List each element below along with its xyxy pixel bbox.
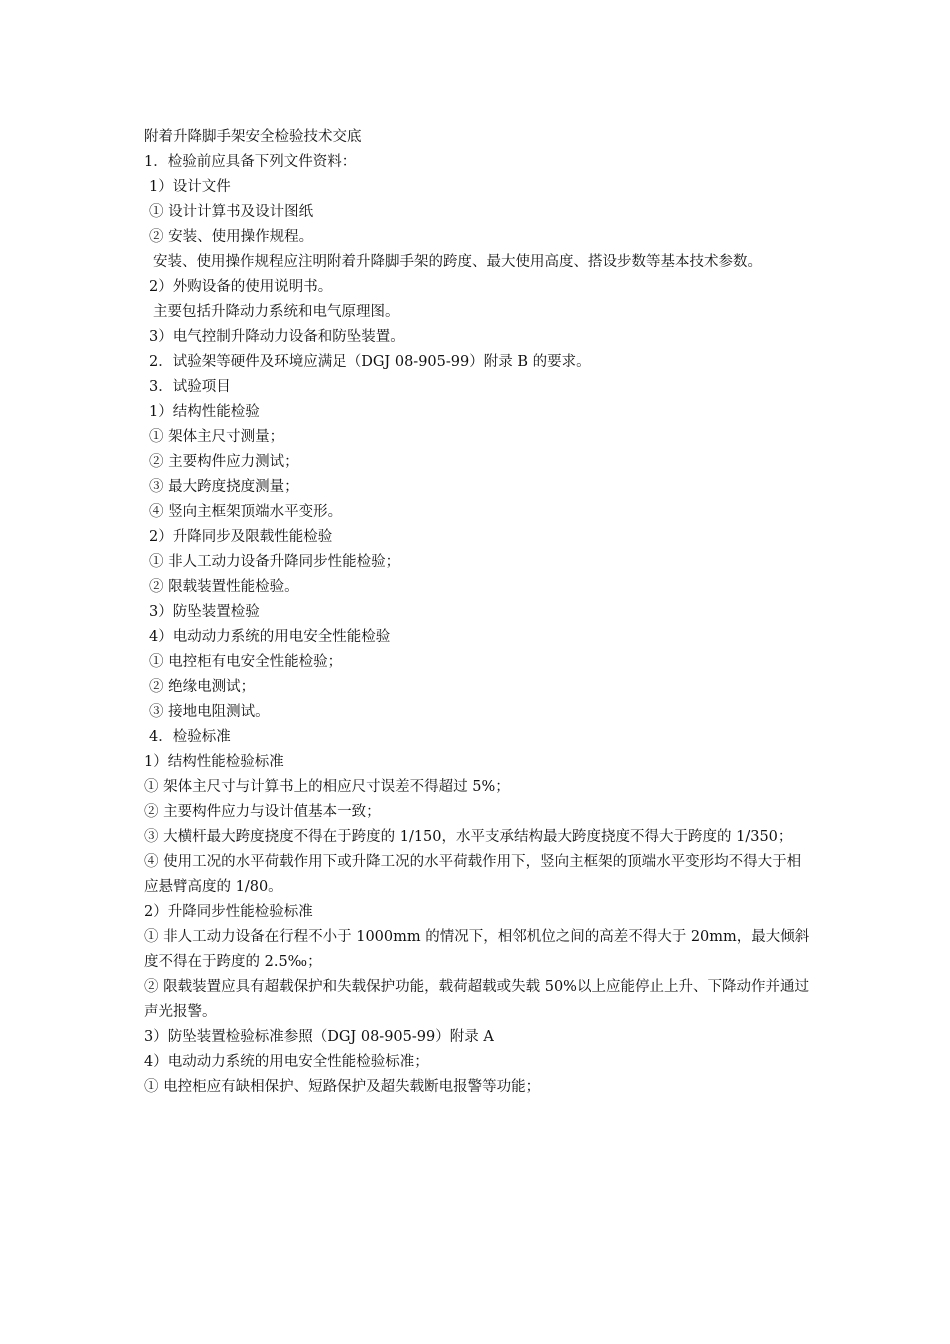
text-line: 1．检验前应具备下列文件资料： bbox=[144, 154, 357, 170]
text-line: ① 架体主尺寸与计算书上的相应尺寸误差不得超过 5%； bbox=[144, 779, 510, 795]
text-line: ② 主要构件应力与设计值基本一致； bbox=[144, 804, 381, 820]
text-line: 4．检验标准 bbox=[149, 729, 231, 745]
text-line: 3）电气控制升降动力设备和防坠装置。 bbox=[149, 329, 405, 345]
text-line: 1）设计文件 bbox=[149, 179, 231, 195]
text-line: ① 架体主尺寸测量； bbox=[149, 429, 285, 445]
text-line: ② 主要构件应力测试； bbox=[149, 454, 299, 470]
text-line: ① 非人工动力设备升降同步性能检验； bbox=[149, 554, 401, 570]
text-line: ① 非人工动力设备在行程不小于 1000mm 的情况下，相邻机位之间的高差不得大于 20mm，最大倾斜度不得在于跨度的 2.5‰； bbox=[144, 929, 810, 970]
text-line: 1）结构性能检验 bbox=[149, 404, 260, 420]
text-line: 2）升降同步及限载性能检验 bbox=[149, 529, 333, 545]
text-line: 2．试验架等硬件及环境应满足（DGJ 08-905-99）附录 B 的要求。 bbox=[149, 354, 591, 370]
document-title: 附着升降脚手架安全检验技术交底 bbox=[144, 129, 362, 145]
text-line: 2）外购设备的使用说明书。 bbox=[149, 279, 333, 295]
text-line: 安装、使用操作规程应注明附着升降脚手架的跨度、最大使用高度、搭设步数等基本技术参数。 bbox=[153, 254, 762, 270]
text-line: ② 绝缘电测试； bbox=[149, 679, 256, 695]
text-line: ② 限载装置应具有超载保护和失载保护功能，载荷超载或失载 50%以上应能停止上升、下降动作并通过声光报警。 bbox=[144, 979, 809, 1020]
text-line: ④ 竖向主框架顶端水平变形。 bbox=[149, 504, 343, 520]
text-line: ① 电控柜有电安全性能检验； bbox=[149, 654, 343, 670]
text-line: 主要包括升降动力系统和电气原理图。 bbox=[153, 304, 400, 320]
text-line: 4）电动动力系统的用电安全性能检验标准； bbox=[144, 1054, 429, 1070]
text-line: 4）电动动力系统的用电安全性能检验 bbox=[149, 629, 391, 645]
text-line: ③ 最大跨度挠度测量； bbox=[149, 479, 299, 495]
text-line: ③ 大横杆最大跨度挠度不得在于跨度的 1/150，水平支承结构最大跨度挠度不得大于跨度的 1/350； bbox=[144, 829, 793, 845]
text-line: 2）升降同步性能检验标准 bbox=[144, 904, 313, 920]
text-line: ② 限载装置性能检验。 bbox=[149, 579, 299, 595]
text-line: ① 电控柜应有缺相保护、短路保护及超失载断电报警等功能； bbox=[144, 1079, 541, 1095]
text-line: ① 设计计算书及设计图纸 bbox=[149, 204, 314, 220]
text-line: ② 安装、使用操作规程。 bbox=[149, 229, 314, 245]
text-line: ④ 使用工况的水平荷载作用下或升降工况的水平荷载作用下，竖向主框架的顶端水平变形均不得大于相应悬臂高度的 1/80。 bbox=[144, 854, 802, 895]
text-line: 3．试验项目 bbox=[149, 379, 231, 395]
document-body bbox=[144, 125, 812, 1100]
text-line: ③ 接地电阻测试。 bbox=[149, 704, 270, 720]
text-line: 1）结构性能检验标准 bbox=[144, 754, 284, 770]
text-line: 3）防坠装置检验标准参照（DGJ 08-905-99）附录 A bbox=[144, 1029, 494, 1045]
text-line: 3）防坠装置检验 bbox=[149, 604, 260, 620]
